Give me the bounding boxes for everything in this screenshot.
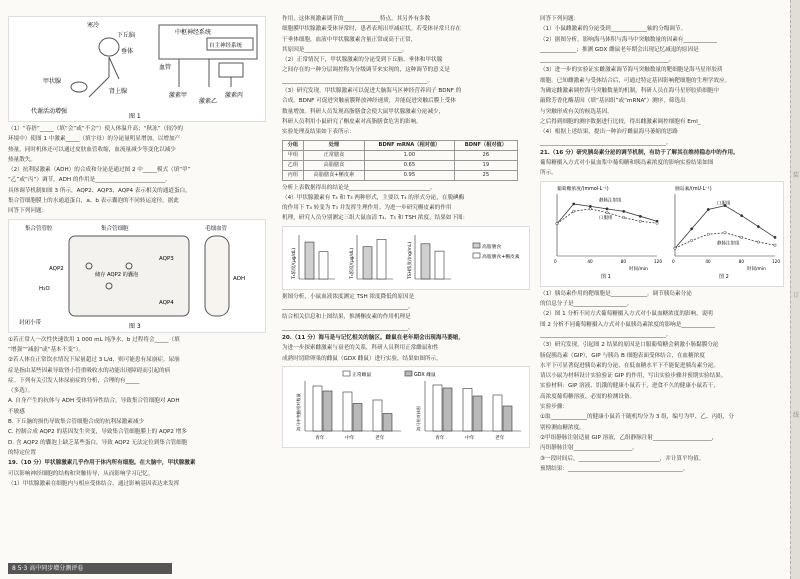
y-axis-label: T₃浓度/(μg/dL) <box>350 247 355 279</box>
data-point <box>690 227 692 229</box>
table-cell: 甲组 <box>283 150 304 160</box>
col2-line: 细胞膜甲状腺激素受体异常时，患者表现出甲减症状。若受体异常只存在 <box>282 26 462 33</box>
col1b-line: ①若正常人一次性快速饮用 1 000 mL 纯净水，b 过程将会_____（填 <box>8 336 180 343</box>
col3b-line: 水平下可显著促进胰岛素的分泌，在低血糖水平下不能促进胰岛素分泌。 <box>540 362 720 369</box>
x-tick-label: 青年 <box>315 435 325 441</box>
figure-3-diagram <box>9 220 265 332</box>
col3-line: 细胞。已知雌激素与受体结合后，可通过特定基因影响靶细胞的生理学效应。 <box>540 77 731 84</box>
table-cell: 乙组 <box>283 160 304 170</box>
question-19-title: 19.（10 分）甲状腺激素几乎作用于体内所有细胞。在大脑中，甲状腺激素 <box>8 460 196 467</box>
col3b-line: 别检测血糖浓度。 <box>540 424 585 431</box>
bar <box>383 413 392 431</box>
figure-1 <box>8 16 266 122</box>
fig1-label-hypothalamus: 下丘脑 <box>117 32 136 39</box>
x-tick-label: 0 <box>672 258 675 264</box>
x-tick-label: 120 <box>654 258 662 264</box>
data-point <box>774 236 776 238</box>
fig3-label-adh: ADH <box>233 275 246 282</box>
col2b-line: （4）甲状腺激素有 T₄ 和 T₃ 两种形式，主要以 T₄ 的形式分泌，在脱碘酶 <box>282 194 465 201</box>
col3b-line: 高浓度葡萄糖溶液、必需的检测设备。 <box>540 393 636 400</box>
x-axis-label: 时间/min <box>629 266 649 272</box>
col1b-line: 可以影响神经细胞的结构和突触传导，从而影响学习记忆。 <box>8 470 154 477</box>
fig1-label-hormone-a: 激素甲 <box>169 92 188 99</box>
figure-1-caption: 图 1 <box>129 113 141 120</box>
table-row <box>283 170 518 180</box>
col1b-line: 症是指由某些因素导致肾小管重吸收水的功能出现障碍而引起的病 <box>8 367 171 374</box>
column-2 <box>282 14 530 562</box>
table-header: BDNF mRNA（相对值） <box>365 140 455 150</box>
col1b-line: C. 控制合成 AQP2 的基因发生突变，导致集合管细胞膜上的 AQP2 增多 <box>8 429 187 436</box>
col2-line: 数量增加。科研人员发现高脂膳食会使大鼠甲状腺激素分泌减少， <box>282 108 445 115</box>
y-axis-label: 胰岛素/(mU·L⁻¹) <box>675 186 712 192</box>
data-point <box>589 205 591 207</box>
bar <box>503 406 512 431</box>
col3b-line: 实验步骤： <box>540 404 568 411</box>
col1-line: 环境中）使图 1 中激素_____（填字母）的分泌量明显增加，以增加产 <box>8 136 181 143</box>
data-point <box>572 210 574 212</box>
legend-swatch <box>473 253 480 258</box>
data-point <box>707 208 709 210</box>
table-cell: 19 <box>454 160 517 170</box>
data-point <box>606 211 608 213</box>
bar <box>343 392 352 431</box>
data-point <box>674 247 676 249</box>
data-point <box>757 225 759 227</box>
data-point <box>757 241 759 243</box>
col1b-line: B. 下丘脑的损伤导致集合管细胞合成的抗利尿激素减少 <box>8 419 145 426</box>
col1b-line: （1）甲状腺激素在细胞内与相应受体结合，通过影响基因表达来发挥 <box>8 480 180 487</box>
col2-line: （3）研究发现，甲状腺激素可以促进大脑海马区神经营养因子 BDNF 的 <box>282 88 462 95</box>
col2c-line: _____________________________________________。 <box>282 324 414 331</box>
col3b-line: ②甲组静脉注射适量 GIP 溶液，乙组静脉注射_____________________， <box>540 434 718 441</box>
fig3-label-aqp3: AQP3 <box>159 255 174 262</box>
fig1-label-adrenal: 肾上腺 <box>109 88 128 95</box>
hippocampus-bar-charts <box>282 366 530 448</box>
hippocampus-bar-charts-svg <box>283 367 529 447</box>
figure-caption: 图 2 <box>719 273 729 280</box>
col3b-line: （1）胰岛素作用的靶细胞是_____________。调节胰岛素分泌 <box>540 290 692 297</box>
col3b-line: _____________________________________________。 <box>540 331 672 338</box>
col1-line: 热量散失。 <box>8 156 36 163</box>
legend-label: 高脂膳食 <box>482 244 502 250</box>
col1-line: “乙”或“丙”）调节，ADH 的作用是_________________________。 <box>8 177 171 184</box>
col3b-line: 预期结果：_________________________________________。 <box>540 465 689 472</box>
col3b-line: 肠促胰岛素（GIP），GIP 与胰岛 B 细胞表面受体结合，在血糖浓度 <box>540 352 705 359</box>
bar <box>363 246 372 278</box>
page-footer <box>8 563 172 574</box>
binding-margin <box>790 0 800 579</box>
fig3-label-tight-junction: 封闭小带 <box>19 319 42 326</box>
bar <box>319 251 328 278</box>
book-title: 5·3 高中同步增分测评卷 <box>17 565 84 572</box>
fig1-label-ans: 自主神经系统 <box>209 43 243 49</box>
col2-line: 科研人员利用小鼠研究了槲皮素对高脂膳食危害的影响。 <box>282 118 422 125</box>
column-1 <box>8 14 266 562</box>
fig1-label-hormone-b: 激素乙 <box>199 98 218 105</box>
data-point <box>639 220 641 222</box>
series-label: 静脉注射组 <box>717 241 740 247</box>
x-tick-label: 0 <box>554 258 557 264</box>
x-tick-label: 80 <box>620 258 627 264</box>
hormone-bar-charts-svg <box>283 227 529 289</box>
fig1-label-cns: 中枢神经系统 <box>175 29 212 36</box>
table-cell: 25 <box>454 170 517 180</box>
series-label: 口服组 <box>717 201 731 207</box>
bar <box>421 244 430 279</box>
col3b-line: 请以小鼠为材料设计实验验证 GIP 的作用，写出实验步骤并预期实验结果。 <box>540 373 727 380</box>
y-axis-label: 海马相对体积 <box>416 405 421 431</box>
x-tick-label: 老年 <box>375 435 385 441</box>
col3b-line: 丙组静脉注射_____________________。 <box>540 445 638 452</box>
table-header: BDNF（相对值） <box>454 140 517 150</box>
col1-line: 热量，同时机体还可以通过皮肤血管收缩，血流量减少等变化以减少 <box>8 146 176 153</box>
spine-char: 装 <box>792 172 799 179</box>
fig3-label-aqp4: AQP4 <box>159 299 174 306</box>
col3-line: 回答下列问题： <box>540 16 580 22</box>
col2-line: 其原因是___________________________________。 <box>282 46 408 53</box>
data-point <box>656 222 658 224</box>
bar <box>377 239 386 279</box>
series-label: 口服组 <box>599 215 613 221</box>
table-cell: 丙组 <box>283 170 304 180</box>
col3b-line: 的信息分子是___________________。 <box>540 301 633 308</box>
col2b-line: 分析上表数据得出的结论是_____________________________。 <box>282 184 436 191</box>
col2-line: （2）正常情况下，甲状腺激素的分泌受到下丘脑、垂体和甲状腺 <box>282 57 443 64</box>
table-header: 处理 <box>303 140 364 150</box>
col2b-line: 机理，研究人员分别测定三组大鼠血清 T₄、T₃ 和 TSH 浓度，结果如下图： <box>282 215 469 222</box>
page-number: 8 <box>12 565 16 572</box>
fig3-label-cell: 集合管细胞 <box>101 225 129 232</box>
bar <box>473 396 482 431</box>
fig1-label-cold: 寒冷 <box>87 22 100 29</box>
col3-line: 所示。 <box>540 170 557 177</box>
x-tick-label: 老年 <box>495 435 505 441</box>
col3b-line: （3）研究发现，引起图 2 结果的原因是口服葡萄糖会刺激小肠黏膜分泌 <box>540 342 719 349</box>
bar <box>373 400 382 431</box>
figure-1-diagram <box>9 17 265 121</box>
col3b-line: ①取_____________的健康小鼠若干随机均分为 3 组，编号为甲、乙、丙组，分 <box>540 414 734 421</box>
bar <box>323 391 332 431</box>
col3-line: 之后得到细胞的测序数据进行比较，得出雌激素调控细胞有 Eml_ <box>540 118 701 125</box>
col3-line: 敲除芳香化酶基因（填“基因组”或“mRNA”）测序，筛选出 <box>540 98 686 105</box>
column-3 <box>540 14 784 562</box>
col1b-line: 不敏感 <box>8 408 25 415</box>
data-point <box>639 215 641 217</box>
table-cell: 高脂膳食+槲皮素 <box>303 170 364 180</box>
col1b-line: ②若人体在正常饮水情况下尿量超过 3 L/d，则可能患有尿崩症。尿崩 <box>8 357 180 364</box>
data-point <box>740 214 742 216</box>
table-cell: 1.00 <box>365 150 455 160</box>
table-cell: 正常膳食 <box>303 150 364 160</box>
table-cell: 26 <box>454 150 517 160</box>
table-row <box>283 150 518 160</box>
col1-line: （2）抗利尿激素（ADH）的合成和分泌是通过图 2 中_____模式（填“甲” <box>8 167 191 174</box>
col2c-line: 据图分析，小鼠血液浓度测定 TSH 浓度降低的原因是 <box>282 293 415 300</box>
bar <box>463 388 472 431</box>
col2-line: 作用，这体现激素调节的_____________特点。其另外有多数 <box>282 16 431 22</box>
data-point <box>622 216 624 218</box>
fig3-label-capillary: 毛细血管 <box>205 225 228 232</box>
legend-swatch <box>473 243 480 248</box>
col2-line: 于垂体细胞，血液中甲状腺激素含量正常或高于正常， <box>282 36 417 43</box>
y-axis-label: 海马中突触相对数量 <box>296 393 301 431</box>
spine-char: 线 <box>792 412 799 419</box>
legend-label: 正常雌鼠 <box>352 372 372 378</box>
bar <box>443 388 452 431</box>
col3-line: （4）根据上述结果，提出一种治疗雌鼠海马萎缩的思路 <box>540 129 678 136</box>
col1b-line: “增强”“减弱”或“基本不变”）。 <box>8 346 85 353</box>
col3-line: （1）小鼠雌激素的分泌受到_____________轴的分级调节。 <box>540 26 687 33</box>
x-tick-label: 40 <box>705 258 711 264</box>
fig3-label-h2o: H₂O <box>39 285 50 292</box>
data-point <box>724 231 726 233</box>
table-row <box>283 160 518 170</box>
col1b-line: 的特定位置 <box>8 449 36 456</box>
x-tick-label: 80 <box>738 258 745 264</box>
x-tick-label: 中年 <box>465 435 475 441</box>
col3-line: 葡萄糖摄入方式对小鼠血浆中葡萄糖和胰岛素浓度的影响实验结果如图 <box>540 160 714 167</box>
col1-line: 回答下列问题： <box>8 208 48 215</box>
x-tick-label: 40 <box>587 258 593 264</box>
data-point <box>589 207 591 209</box>
figure-3-caption: 图 3 <box>129 322 141 330</box>
col3b-line: 实验材料：GIP 溶液、饥饿的健康小鼠若干，进食不久的健康小鼠若干， <box>540 383 719 390</box>
col2-line: 合成。BDNF 可促进突触前膜释放神经递质，并能促进突触后膜上受体 <box>282 98 456 105</box>
col1-line: （1）“春捂”_____（填“会”或“不会”）使人体温升高；“秋冻”（较冷的 <box>8 126 183 132</box>
col2c-line: 成熟时切除卵巢的雌鼠（GDX 雌鼠）进行实验，结果如图所示。 <box>282 355 442 362</box>
data-point <box>707 233 709 235</box>
bar <box>433 385 442 431</box>
col1-line: 集合管细胞膜上的水通道蛋白，a、b 表示囊泡的不同转运途径。据此 <box>8 198 179 205</box>
col3-line: （2）据图分析，影响海马体积与海马中突触数量的因素有____________ <box>540 36 717 43</box>
col3b-line: （2）图 1 分析不同方式葡萄糖摄入方式对小鼠血糖浓度的影响，说明 <box>540 311 713 318</box>
bar <box>493 395 502 431</box>
col2b-line: 的作用下 T₄ 转变为 T₃ 并发挥生理作用。为进一步研究槲皮素的作用 <box>282 205 452 212</box>
data-point <box>556 222 558 224</box>
fig1-label-vessel: 血管 <box>159 64 172 71</box>
data-point <box>572 202 574 204</box>
figure-3 <box>8 219 266 333</box>
col3b-line: 图 2 分析不同葡萄糖摄入方式对小鼠胰岛素浓度的影响是____________ <box>540 321 715 328</box>
y-axis-label: 葡萄糖浓度/(mmol·L⁻¹) <box>557 186 609 192</box>
question-20-title: 20.（11 分）海马是与记忆相关的脑区。雌鼠在老年期会出现海马萎缩， <box>282 334 464 341</box>
col3b-line: ③一段时间后，_____________________________，并计算平均值。 <box>540 455 705 462</box>
data-point <box>774 244 776 246</box>
fig1-label-hormone-c: 激素丙 <box>225 92 244 99</box>
col2-line: 实验处理及结果如下表所示： <box>282 129 355 136</box>
hormone-bar-charts <box>282 226 530 290</box>
x-tick-label: 120 <box>772 258 780 264</box>
glucose-insulin-line-charts-svg <box>541 182 783 286</box>
x-tick-label: 中年 <box>345 435 355 441</box>
x-tick-label: 青年 <box>435 435 445 441</box>
col3-line: 与突触形成有关的候选基因， <box>540 108 613 115</box>
figure-caption: 图 1 <box>601 273 611 280</box>
y-axis-label: TSH浓度/(ng/mL) <box>408 241 413 279</box>
data-point <box>740 236 742 238</box>
col2-line: 之间存在的一种分层调控称为分级调节来实现的，这种调节的意义是 <box>282 67 450 74</box>
glucose-insulin-line-charts <box>540 181 784 287</box>
col1-line: 具体调节机制如图 3 所示，AQP2、AQP3、AQP4 表示相关的通道蛋白， <box>8 187 191 194</box>
col1b-line: D. 含 AQP2 的囊泡上缺乏某些蛋白，导致 AQP2 无法定位到集合管细胞 <box>8 439 188 446</box>
bar <box>353 403 362 431</box>
col3-line: （3）进一步的实验证实雌激素调节海马突触数量的靶细胞是海马星形胶质 <box>540 67 723 74</box>
legend-swatch <box>405 371 412 376</box>
col1b-line: 症。下列有关引发人体尿崩症的分析，合理的有_____ <box>8 377 140 384</box>
data-point <box>690 239 692 241</box>
fig1-label-metabolism: 代谢活动增强 <box>31 108 68 115</box>
col1b-line: A. 自身产生的抗体与 ADH 受体特异性结合，导致集合管细胞对 ADH <box>8 398 180 405</box>
spine-char: 订 <box>792 292 799 299</box>
legend-label: 高脂膳食+槲皮素 <box>482 254 520 260</box>
legend-label: GDX 雌鼠 <box>414 372 436 378</box>
col3-line: _____________；推测 GDX 雌鼠老年期会出现记忆减退的原因是 <box>540 46 699 53</box>
table-header: 分组 <box>283 140 304 150</box>
col2-line: ____________________________________________________。 <box>282 77 434 84</box>
legend-swatch <box>343 371 350 376</box>
bar <box>313 386 322 431</box>
data-point <box>622 210 624 212</box>
fig3-label-aqp2: AQP2 <box>49 265 64 272</box>
series-label: 静脉注射组 <box>599 198 622 204</box>
table-cell: 0.65 <box>365 160 455 170</box>
bar <box>435 251 444 279</box>
fig3-label-vesicle: 储存 AQP2 的囊泡 <box>95 271 139 278</box>
fig1-label-thyroid: 甲状腺 <box>43 78 62 85</box>
fig1-label-pituitary: 垂体 <box>121 48 134 55</box>
data-point <box>606 207 608 209</box>
table-cell: 0.95 <box>365 170 455 180</box>
y-axis-label: T₄浓度/(μg/dL) <box>292 247 297 279</box>
col2c-line: 为进一步探索雌激素与衰老的关系，科研人员利用正常雌鼠和性 <box>282 345 439 352</box>
col1b-line: （多选）。 <box>8 388 34 395</box>
bdnf-table <box>282 140 518 181</box>
col3-line: 为确定雌激素调控海马突触数量的机制，科研人员在海马星形胶质细胞中 <box>540 88 720 95</box>
x-axis-label: 时间/min <box>747 266 767 272</box>
col2c-line: 结合相关信息和上图结果，推测槲皮素的作用机理是 <box>282 314 411 321</box>
question-21-title: 21.（16 分）研究胰岛素分泌的调节机制，有助于了解其在维持稳态中的作用。 <box>540 149 739 156</box>
col2c-line: _____________________________________________。 <box>282 304 414 311</box>
bar <box>305 242 314 279</box>
col3-line: ______________________________________________。 <box>540 57 675 64</box>
fig3-label-lumen: 集合管管腔 <box>25 225 53 232</box>
table-cell: 高脂膳食 <box>303 160 364 170</box>
col3-line: _____________________________________________。 <box>540 139 672 146</box>
